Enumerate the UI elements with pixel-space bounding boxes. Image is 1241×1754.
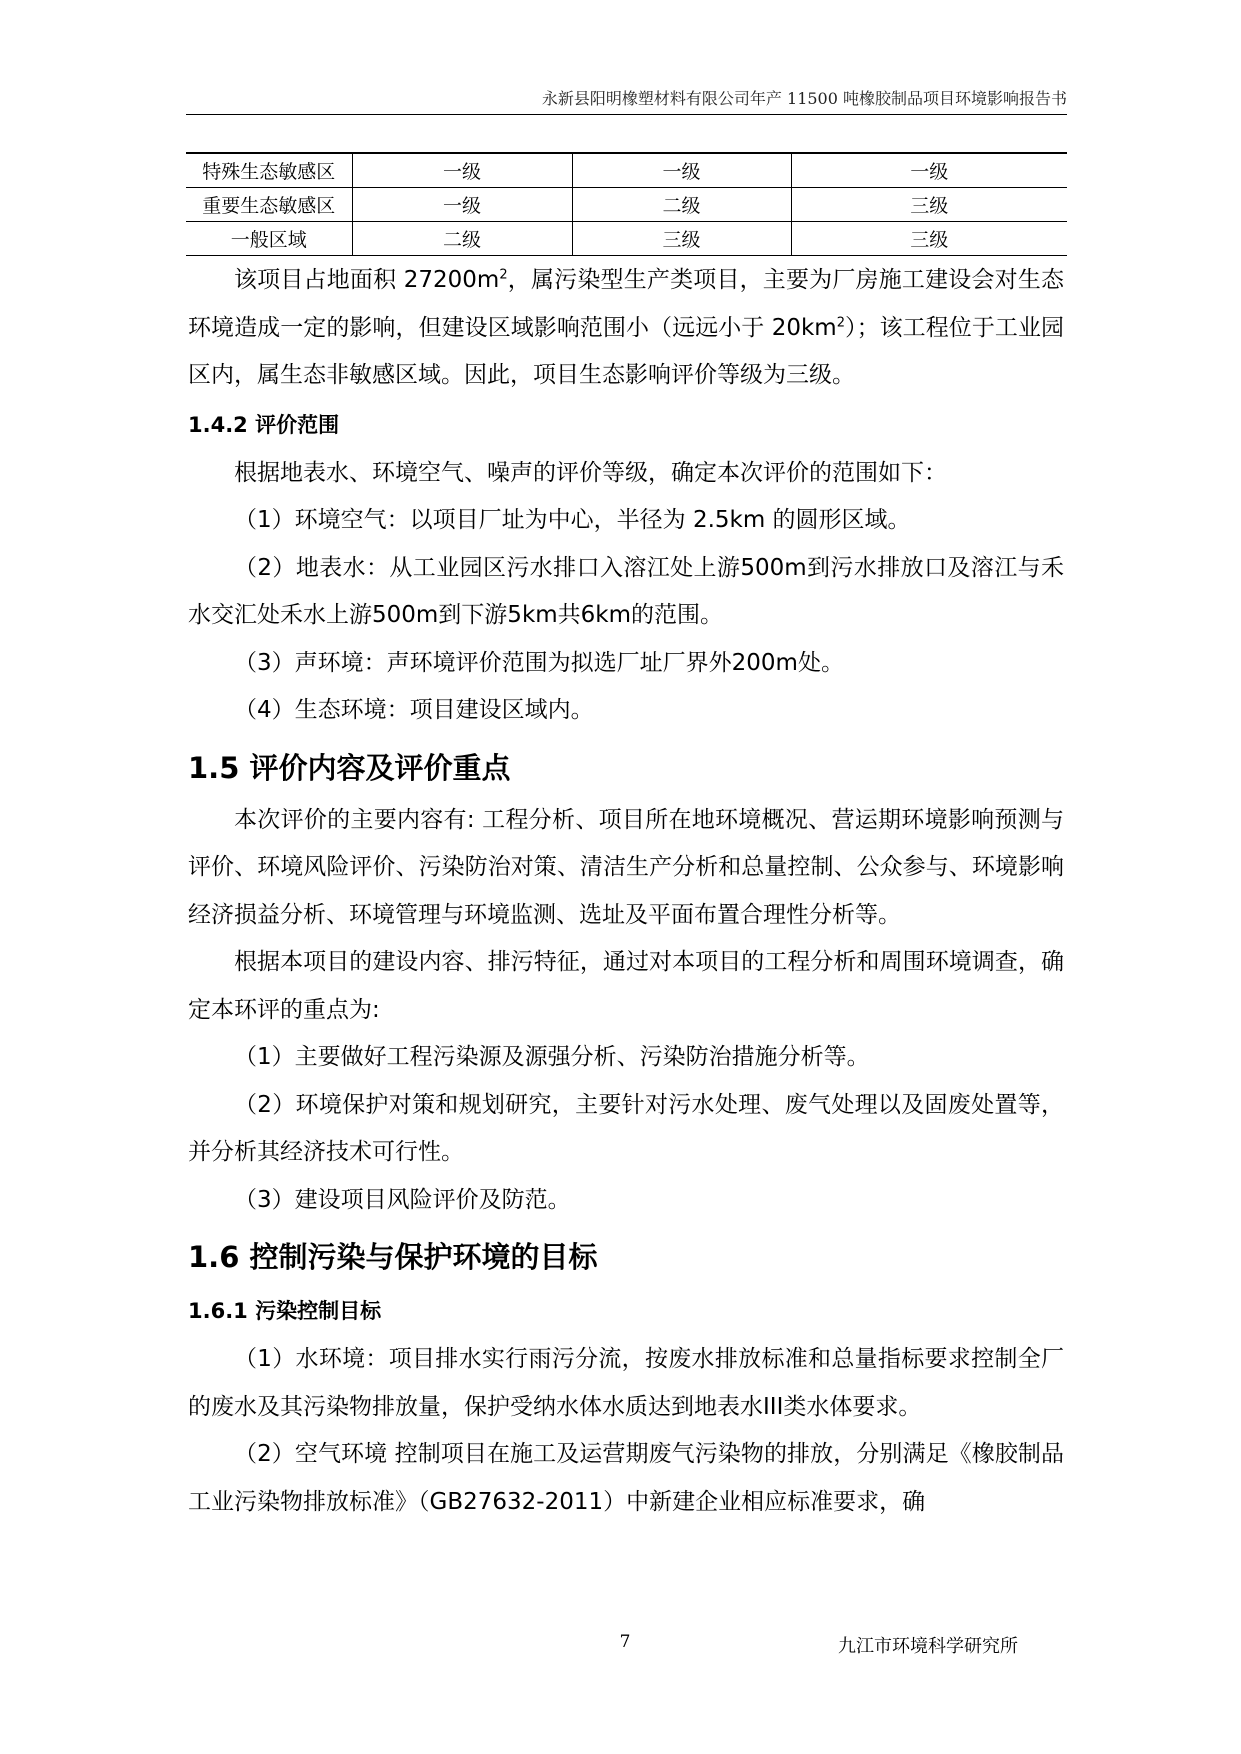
paragraph: （3）建设项目风险评价及防范。 bbox=[234, 1186, 571, 1213]
superscript: 2 bbox=[836, 314, 845, 330]
running-header: 永新县阳明橡塑材料有限公司年产 11500 吨橡胶制品项目环境影响报告书 bbox=[541, 89, 1067, 108]
paragraph: （4）生态环境：项目建设区域内。 bbox=[234, 697, 594, 723]
text-run: ，属污染型生产类项目，主要为厂房施工建设会对生态环境造成一定的影响，但建设区域影响范围小（远远小于 20km bbox=[188, 267, 1064, 341]
table-cell: 三级 bbox=[791, 188, 1067, 222]
heading-1-6-1: 1.6.1 污染控制目标 bbox=[188, 1299, 382, 1323]
table-cell: 一级 bbox=[352, 188, 572, 222]
superscript: 2 bbox=[499, 267, 508, 283]
paragraph: 根据地表水、环境空气、噪声的评价等级，确定本次评价的范围如下： bbox=[234, 459, 947, 486]
footer-institute: 九江市环境科学研究所 bbox=[838, 1636, 1018, 1657]
table-cell: 一级 bbox=[791, 153, 1067, 188]
table-cell: 一级 bbox=[572, 153, 791, 188]
paragraph: 本次评价的主要内容有: 工程分析、项目所在地环境概况、营运期环境影响预测与评价、环境风险评价、污染防治对策、清洁生产分析和总量控制、公众参与、环境影响经济损益分析、环境管理与环境监测、选址及平面布置合理性分析等。 bbox=[188, 806, 1064, 928]
header-rule bbox=[186, 114, 1067, 115]
page-number: 7 bbox=[619, 1632, 631, 1652]
table-row bbox=[186, 222, 1067, 256]
table-cell: 三级 bbox=[572, 222, 791, 256]
paragraph: （3）声环境：声环境评价范围为拟选厂址厂界外200m处。 bbox=[234, 649, 844, 676]
paragraph: （2）地表水：从工业园区污水排口入溶江处上游500m到污水排放口及溶江与禾水交汇处禾水上游500m到下游5km共6km的范围。 bbox=[188, 554, 1064, 628]
table-row bbox=[186, 188, 1067, 222]
text-run: ）；该工程位于工业园区内，属生态非敏感区域。因此，项目生态影响评价等级为三级。 bbox=[188, 314, 1064, 388]
table-row bbox=[186, 153, 1067, 188]
table-cell: 一级 bbox=[352, 153, 572, 188]
heading-1-6: 1.6 控制污染与保护环境的目标 bbox=[188, 1240, 598, 1274]
text-run: 该项目占地面积 27200m bbox=[234, 267, 500, 293]
table-cell: 一般区域 bbox=[186, 222, 352, 256]
paragraph: （1）环境空气：以项目厂址为中心，半径为 2.5km 的圆形区域。 bbox=[234, 507, 911, 533]
paragraph: （2）环境保护对策和规划研究，主要针对污水处理、废气处理以及固废处置等，并分析其经济技术可行性。 bbox=[188, 1091, 1064, 1165]
table-cell: 三级 bbox=[791, 222, 1067, 256]
ecology-grade-table bbox=[186, 152, 1067, 256]
table-cell: 重要生态敏感区 bbox=[186, 188, 352, 222]
table-cell: 二级 bbox=[572, 188, 791, 222]
paragraph-land-area bbox=[188, 257, 1064, 400]
paragraph: （1）主要做好工程污染源及源强分析、污染防治措施分析等。 bbox=[234, 1044, 870, 1070]
heading-1-5: 1.5 评价内容及评价重点 bbox=[188, 750, 511, 785]
paragraph: （2）空气环境 控制项目在施工及运营期废气污染物的排放，分别满足《橡胶制品工业污染物排放标准》（GB27632-2011）中新建企业相应标准要求，确 bbox=[188, 1441, 1064, 1515]
heading-1-4-2: 1.4.2 评价范围 bbox=[188, 412, 340, 437]
table-cell: 二级 bbox=[352, 222, 572, 256]
table-cell: 特殊生态敏感区 bbox=[186, 153, 352, 188]
paragraph: （1）水环境：项目排水实行雨污分流，按废水排放标准和总量指标要求控制全厂的废水及其污染物排放量，保护受纳水体水质达到地表水III类水体要求。 bbox=[188, 1346, 1064, 1420]
paragraph: 根据本项目的建设内容、排污特征，通过对本项目的工程分析和周围环境调查，确定本环评的重点为: bbox=[188, 949, 1064, 1023]
page-body bbox=[188, 257, 1064, 1526]
